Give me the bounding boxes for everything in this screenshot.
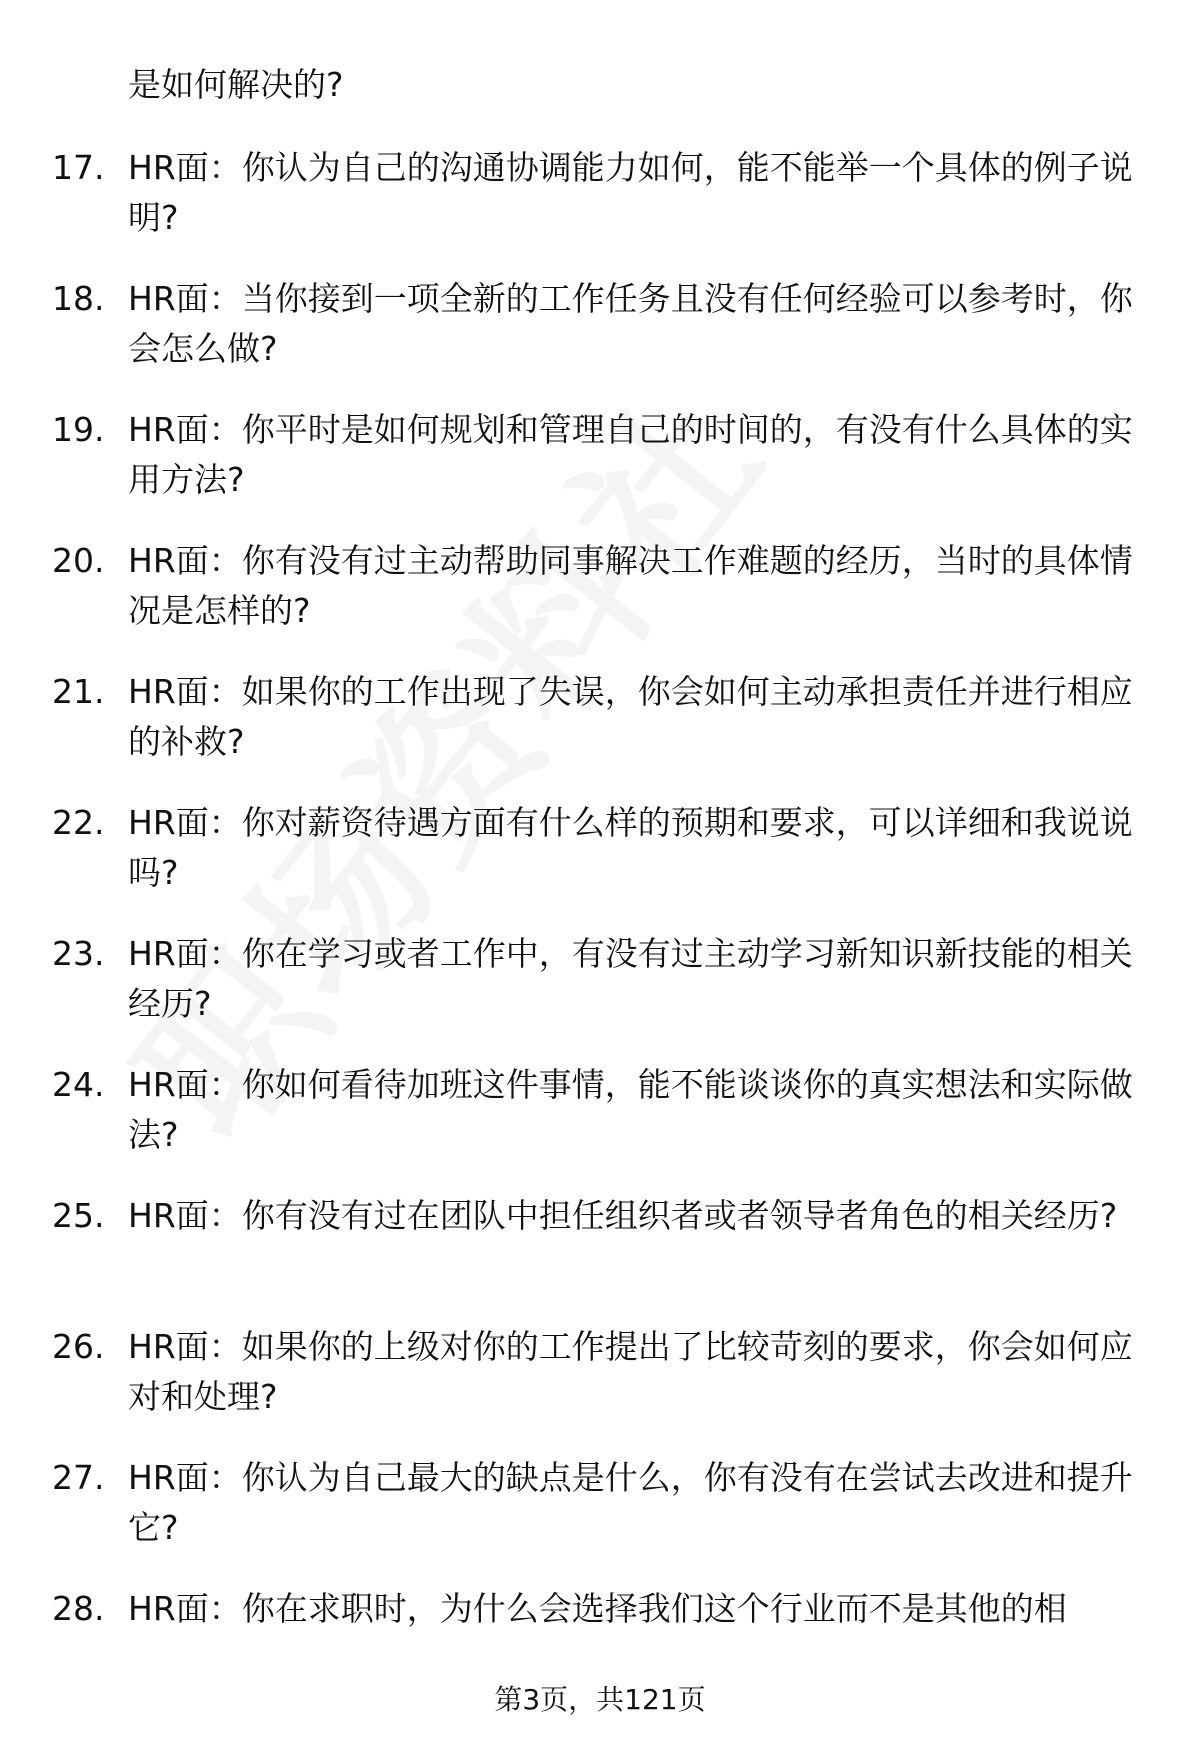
question-number: 28.	[52, 1589, 105, 1628]
question-item	[0, 143, 1200, 274]
question-item	[0, 667, 1200, 798]
question-number: 20.	[52, 541, 105, 580]
question-text: HR面：你对薪资待遇方面有什么样的预期和要求，可以详细和我说说吗?	[128, 803, 1133, 892]
question-number: 27.	[52, 1458, 105, 1497]
question-item	[0, 274, 1200, 405]
continued-question-text: 是如何解决的?	[128, 65, 344, 104]
question-text: HR面：你认为自己最大的缺点是什么，你有没有在尝试去改进和提升它?	[128, 1458, 1133, 1547]
question-text: HR面：如果你的上级对你的工作提出了比较苛刻的要求，你会如何应对和处理?	[128, 1327, 1133, 1416]
question-text: HR面：你有没有过在团队中担任组织者或者领导者角色的相关经历?	[128, 1196, 1118, 1235]
question-number: 23.	[52, 934, 105, 973]
question-number: 26.	[52, 1327, 105, 1366]
question-text: HR面：你如何看待加班这件事情，能不能谈谈你的真实想法和实际做法?	[128, 1065, 1133, 1154]
question-item	[0, 929, 1200, 1060]
question-item	[0, 1322, 1200, 1453]
question-list	[0, 143, 1200, 1715]
question-text: HR面：你平时是如何规划和管理自己的时间的，有没有什么具体的实用方法?	[128, 410, 1133, 499]
question-item	[0, 405, 1200, 536]
question-number: 17.	[52, 148, 105, 187]
question-item	[0, 1191, 1200, 1322]
question-item	[0, 798, 1200, 929]
question-number: 25.	[52, 1196, 105, 1235]
question-number: 22.	[52, 803, 105, 842]
question-text: HR面：你在学习或者工作中，有没有过主动学习新知识新技能的相关经历?	[128, 934, 1133, 1023]
question-number: 21.	[52, 672, 105, 711]
question-text: HR面：你有没有过主动帮助同事解决工作难题的经历，当时的具体情况是怎样的?	[128, 541, 1133, 630]
question-item	[0, 1453, 1200, 1584]
question-text: HR面：如果你的工作出现了失误，你会如何主动承担责任并进行相应的补救?	[128, 672, 1133, 761]
question-number: 19.	[52, 410, 105, 449]
question-item	[0, 1060, 1200, 1191]
question-text: HR面：当你接到一项全新的工作任务且没有任何经验可以参考时，你会怎么做?	[128, 279, 1133, 368]
page-footer: 第3页，共121页	[494, 1683, 706, 1716]
question-number: 18.	[52, 279, 105, 318]
question-item	[0, 536, 1200, 667]
question-text: HR面：你认为自己的沟通协调能力如何，能不能举一个具体的例子说明?	[128, 148, 1133, 237]
question-text: HR面：你在求职时，为什么会选择我们这个行业而不是其他的相	[128, 1589, 1067, 1628]
question-number: 24.	[52, 1065, 105, 1104]
